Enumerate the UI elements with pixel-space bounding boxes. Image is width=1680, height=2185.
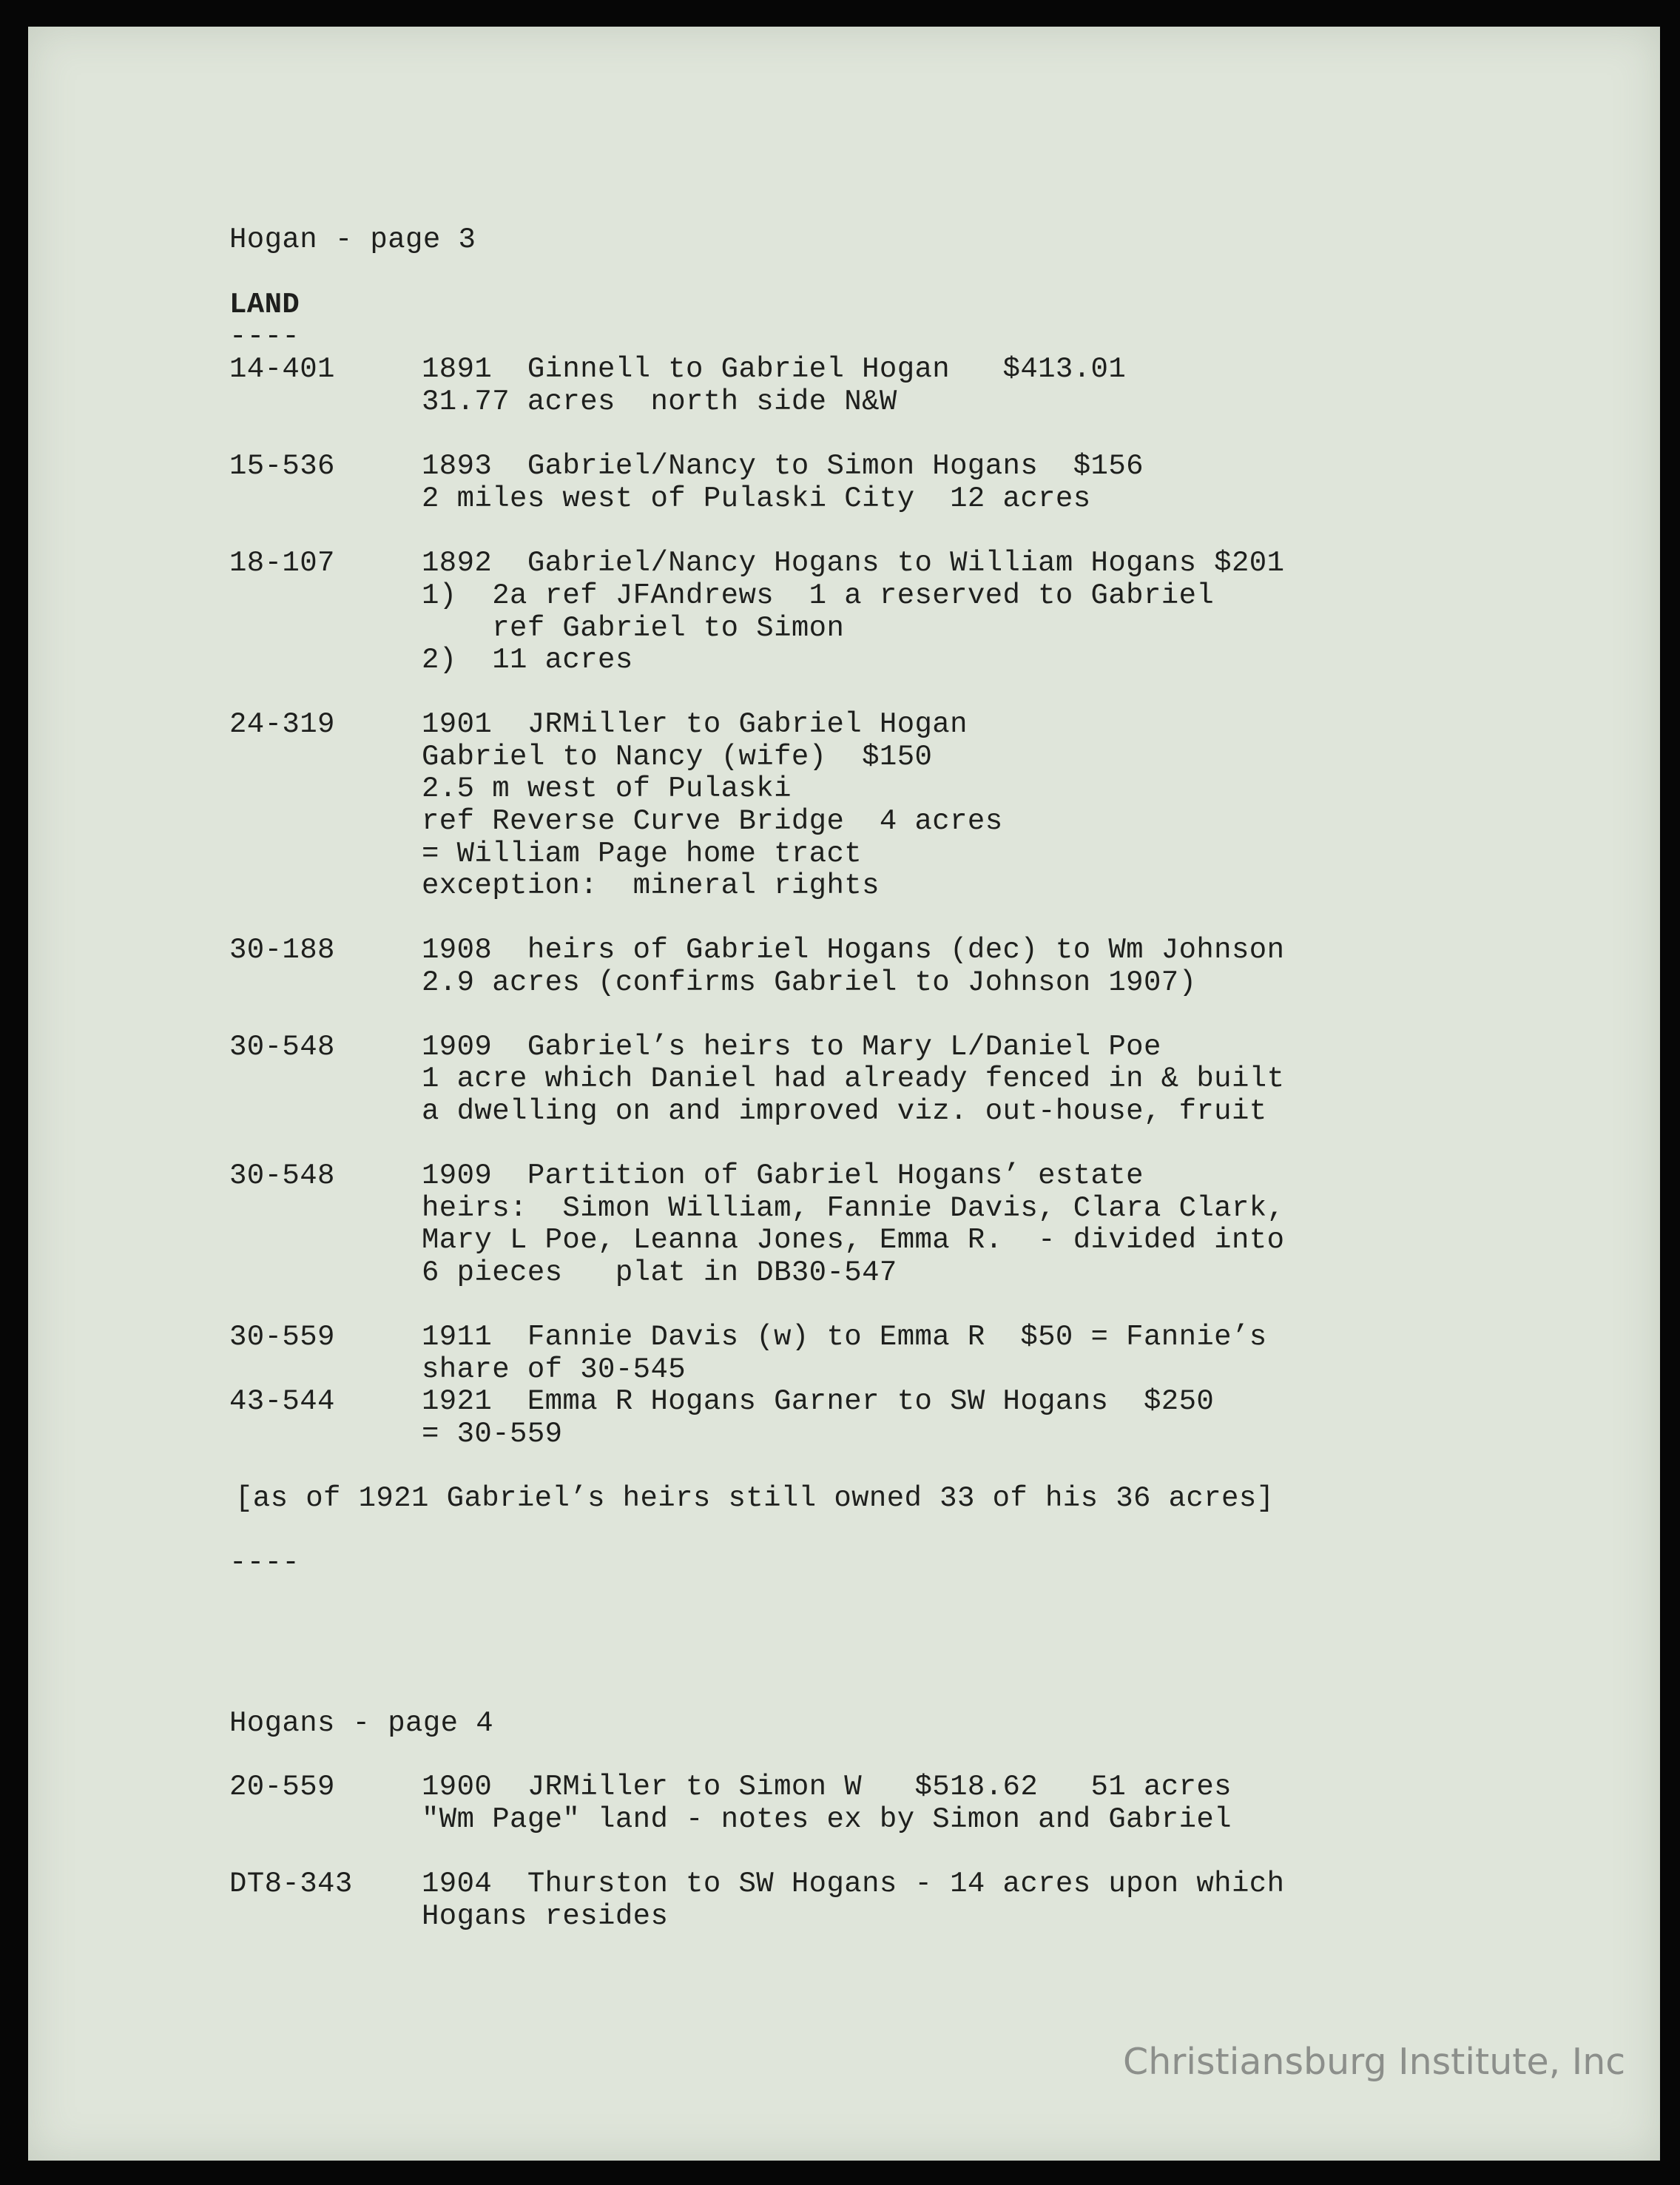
- page-title: Hogan - page 3: [229, 223, 476, 256]
- summary-note: [as of 1921 Gabriel’s heirs still owned 33 of his 36 acres]: [235, 1482, 1275, 1515]
- deed-line: Gabriel to Nancy (wife) $150: [422, 741, 933, 773]
- deed-line: ref Gabriel to Simon: [422, 612, 845, 644]
- deed-ref: 43-544: [229, 1385, 335, 1418]
- deed-line: 1891 Ginnell to Gabriel Hogan $413.01: [422, 353, 1127, 386]
- deed-line: 2.5 m west of Pulaski: [422, 772, 792, 805]
- deed-line: 2 miles west of Pulaski City 12 acres: [422, 482, 1091, 515]
- deed-line: 1900 JRMiller to Simon W $518.62 51 acres: [422, 1771, 1232, 1803]
- deed-line: 1893 Gabriel/Nancy to Simon Hogans $156: [422, 450, 1144, 482]
- deed-line: 1) 2a ref JFAndrews 1 a reserved to Gabriel: [422, 579, 1215, 612]
- deed-ref: 20-559: [229, 1771, 335, 1803]
- deed-ref: DT8-343: [229, 1868, 353, 1900]
- deed-ref: 18-107: [229, 547, 335, 579]
- deed-ref: 24-319: [229, 708, 335, 741]
- deed-line: a dwelling on and improved viz. out-house, fruit: [422, 1095, 1267, 1128]
- deed-ref: 15-536: [229, 450, 335, 482]
- deed-line: = William Page home tract: [422, 838, 863, 870]
- deed-ref: 30-188: [229, 934, 335, 966]
- deed-line: 2.9 acres (confirms Gabriel to Johnson 1907): [422, 966, 1197, 999]
- section-rule: ----: [229, 320, 300, 353]
- deed-line: 1921 Emma R Hogans Garner to SW Hogans $250: [422, 1385, 1215, 1418]
- deed-line: 2) 11 acres: [422, 644, 633, 676]
- deed-line: Hogans resides: [422, 1900, 669, 1933]
- deed-line: 1909 Gabriel’s heirs to Mary L/Daniel Poe: [422, 1031, 1161, 1063]
- end-rule: ----: [229, 1546, 300, 1579]
- deed-line: 1908 heirs of Gabriel Hogans (dec) to Wm Johnson: [422, 934, 1285, 966]
- deed-line: = 30-559: [422, 1418, 563, 1450]
- deed-line: 1909 Partition of Gabriel Hogans’ estate: [422, 1159, 1144, 1192]
- deed-ref: 30-548: [229, 1159, 335, 1192]
- deed-line: 31.77 acres north side N&W: [422, 386, 897, 418]
- deed-line: 1911 Fannie Davis (w) to Emma R $50 = Fannie’s: [422, 1321, 1267, 1353]
- deed-ref: 30-559: [229, 1321, 335, 1353]
- deed-line: exception: mineral rights: [422, 869, 880, 902]
- page-title: Hogans - page 4: [229, 1707, 494, 1740]
- deed-line: 1892 Gabriel/Nancy Hogans to William Hogans $201: [422, 547, 1285, 579]
- deed-line: 1 acre which Daniel had already fenced in & built: [422, 1063, 1285, 1095]
- deed-line: "Wm Page" land - notes ex by Simon and Gabriel: [422, 1803, 1232, 1836]
- deed-line: 1901 JRMiller to Gabriel Hogan: [422, 708, 968, 741]
- deed-line: heirs: Simon William, Fannie Davis, Clara Clark,: [422, 1192, 1285, 1225]
- deed-ref: 30-548: [229, 1031, 335, 1063]
- section-heading: LAND: [229, 289, 300, 321]
- watermark-text: Christiansburg Institute, Inc: [1123, 2041, 1626, 2083]
- deed-line: Mary L Poe, Leanna Jones, Emma R. - divided into: [422, 1224, 1285, 1256]
- deed-line: 6 pieces plat in DB30-547: [422, 1256, 897, 1289]
- deed-ref: 14-401: [229, 353, 335, 386]
- deed-line: 1904 Thurston to SW Hogans - 14 acres upon which: [422, 1868, 1285, 1900]
- deed-line: share of 30-545: [422, 1353, 686, 1386]
- deed-line: ref Reverse Curve Bridge 4 acres: [422, 805, 1003, 838]
